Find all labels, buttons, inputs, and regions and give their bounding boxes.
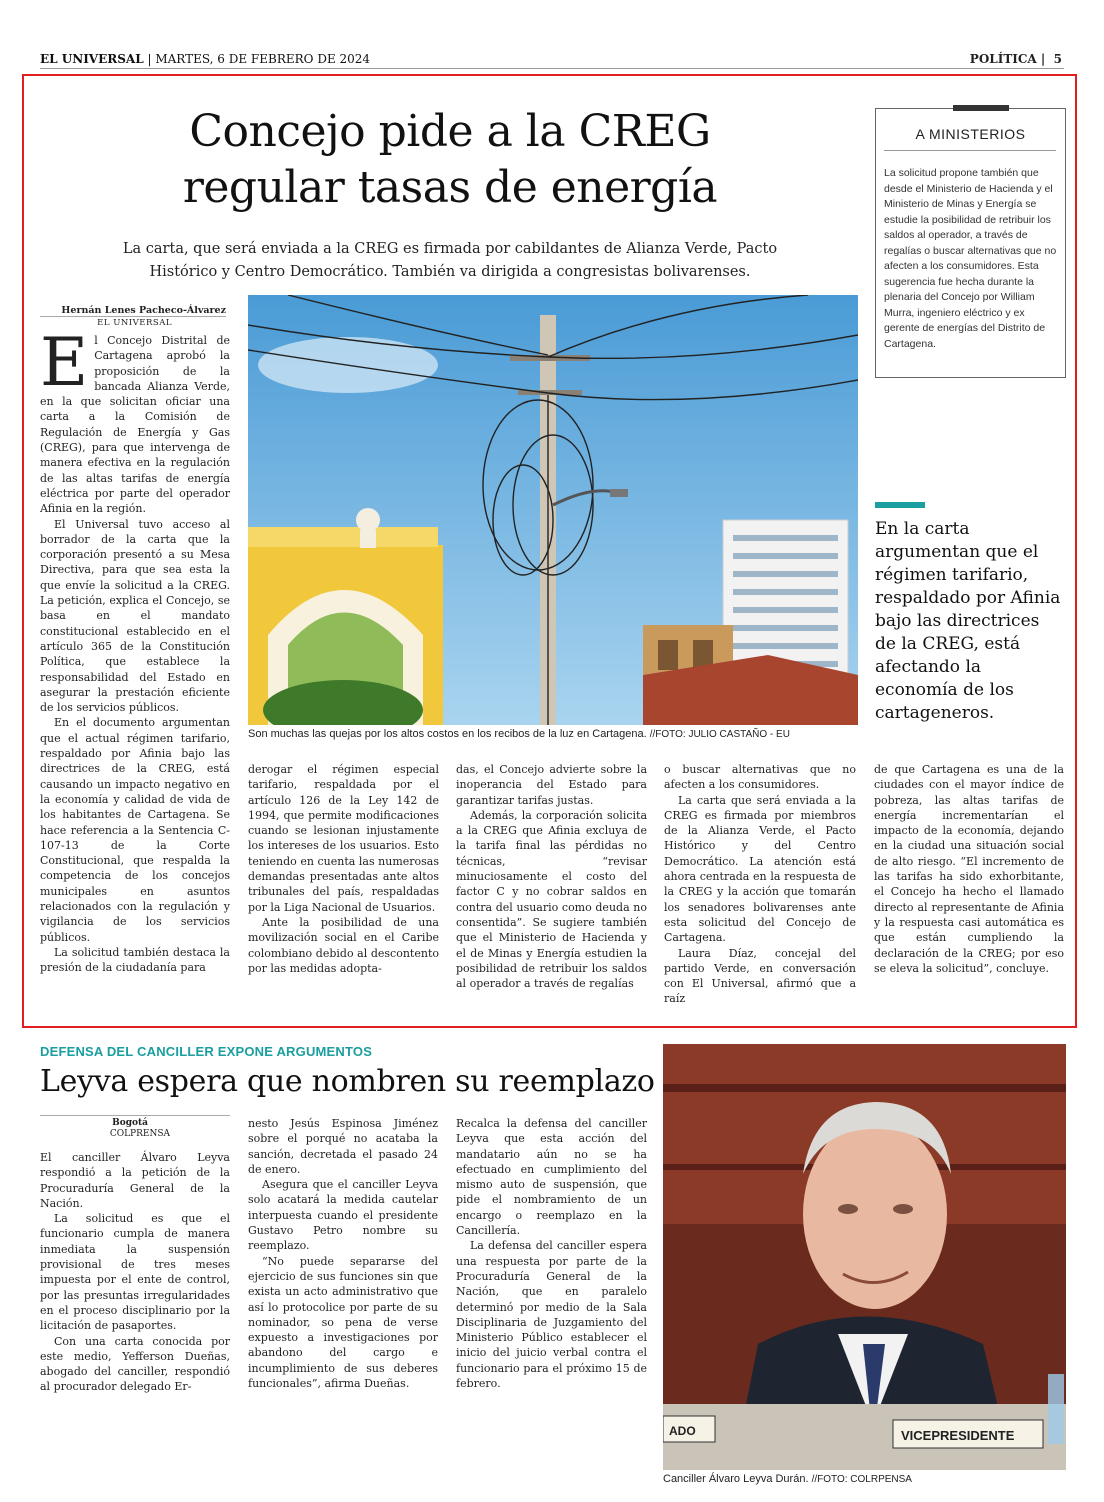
header-rule bbox=[40, 68, 1064, 69]
paragraph: o buscar alternativas que no afecten a los consumidores. bbox=[664, 763, 856, 792]
power-pole-photo bbox=[248, 295, 858, 725]
second-article-col-2 bbox=[248, 1116, 438, 1391]
headline-line-1: Concejo pide a la CREG bbox=[189, 106, 711, 157]
sidebar-top-bar bbox=[953, 105, 1009, 111]
author-name: Hernán Lenes Pacheco-Álvarez bbox=[61, 305, 226, 316]
caption-text: Canciller Álvaro Leyva Durán. bbox=[663, 1473, 809, 1485]
second-article-col-1 bbox=[40, 1150, 230, 1395]
main-article-col-1 bbox=[40, 324, 230, 975]
sidebar-text: La solicitud propone también que desde el Ministerio de Hacienda y el Ministerio de Minas y Energía se estudie la posibilidad de retribuir los saldos al operador, a través de regalías o buscar alternativas que no afecten a los consumidores. Esta sugerencia fue hecha durante la plenaria del Concejo por William Murra, ingeniero eléctrico y ex gerente de energías del Distrito de Cartagena. bbox=[884, 167, 1057, 350]
main-article-col-5 bbox=[874, 762, 1064, 976]
paragraph: En el documento argumentan que el actual régimen tarifario, respaldado por Afinia bajo las directrices de la CREG, está causando un impacto negativo en la economía y calidad de vida de los habitantes de Cartagena. Se hace referencia a la Sentencia C-107-13 de la Corte Constitucional, que respalda la competencia de los concejos municipales en asuntos relacionados con la regulación y vigilancia de los servicios públicos. bbox=[40, 716, 230, 944]
nameplate-left: ADO bbox=[669, 1424, 696, 1438]
paragraph: El canciller Álvaro Leyva respondió a la petición de la Procuraduría General de la Nación. bbox=[40, 1151, 230, 1210]
paragraph: nesto Jesús Espinosa Jiménez sobre el porqué no acataba la sanción, decretada el pasado 24 de enero. bbox=[248, 1117, 438, 1176]
portrait-photo bbox=[663, 1044, 1066, 1470]
nameplate-right: VICEPRESIDENTE bbox=[901, 1428, 1015, 1443]
byline-rule bbox=[40, 316, 226, 317]
page-number: 5 bbox=[1053, 52, 1062, 66]
main-headline bbox=[60, 104, 840, 216]
main-photo bbox=[248, 295, 858, 725]
second-article-col-3 bbox=[456, 1116, 647, 1391]
paragraph: La carta que será enviada a la CREG es firmada por miembros de la Alianza Verde, el Pacto Histórico y del Centro Democrático. La atención está ahora centrada en la respuesta de la CREG y la acción que tomarán los senadores bolivarenses ante esta solicitud del Concejo de Cartagena. bbox=[664, 793, 856, 945]
photo-credit: //FOTO: JULIO CASTAÑO - EU bbox=[649, 729, 790, 740]
paragraph: de que Cartagena es una de la ciudades con el mayor índice de pobreza, las altas tarifas de energía incrementarían el impacto de la economía, dejando en la ciudad una situación social de alto riesgo. “El incremento de las tarifas ha sido exhorbitante, el Concejo ha hecho el llamado directo al representante de Afinia y la respuesta casi automática es que están cumpliendo la declaración de la CREG; por eso se eleva la solicitud”, concluye. bbox=[874, 763, 1064, 975]
paragraph: El Concejo Distrital de Cartagena aprobó la proposición de la bancada Alianza Verde, en la que solicitan oficiar una carta a la Comisión de Regulación de Energía y Gas (CREG), para que intervenga de manera efectiva en la regulación de las altas tarifas de energía eléctrica por parte del operador Afinia en la región. bbox=[40, 324, 230, 516]
paragraph: Laura Díaz, concejal del partido Verde, en conversación con El Universal, afirmó que a raíz bbox=[664, 946, 856, 1006]
paragraph: das, el Concejo advierte sobre la inoperancia del Estado para garantizar tarifas justas. bbox=[456, 763, 647, 807]
deck-line-1: La carta, que será enviada a la CREG es firmada por cabildantes de Alianza Verde, Pacto bbox=[122, 241, 778, 257]
second-article-photo bbox=[663, 1044, 1066, 1470]
main-photo-caption bbox=[248, 728, 858, 740]
sidebar-rule bbox=[884, 150, 1056, 151]
paper-name: EL UNIVERSAL bbox=[40, 52, 144, 66]
second-photo-caption bbox=[663, 1473, 1066, 1485]
deck-line-2: Histórico y Centro Democrático. También va dirigida a congresistas bolivarenses. bbox=[149, 264, 751, 280]
second-article-place: Bogotá bbox=[112, 1118, 148, 1128]
main-article-col-4 bbox=[664, 762, 856, 1007]
caption-text: Son muchas las quejas por los altos costos en los recibos de la luz en Cartagena. bbox=[248, 728, 647, 740]
paragraph: Con una carta conocida por este medio, Yefferson Dueñas, abogado del canciller, respondió al procurador delegado Er- bbox=[40, 1334, 230, 1394]
pull-quote-bar bbox=[875, 502, 925, 508]
second-article-headline: Leyva espera que nombren su reemplazo bbox=[40, 1064, 655, 1099]
paragraph: Además, la corporación solicita a la CREG que Afinia excluya de la tarifa final las pérdidas no técnicas, “revisar minuciosamente el costo del factor C y no cobrar saldos en contra del usuario como deuda no consentida”. Se sugiere también que el Ministerio de Hacienda y el de Minas y Energía estudien la posibilidad de retribuir los saldos al operador a través de regalías bbox=[456, 808, 647, 991]
main-article-col-2 bbox=[248, 762, 439, 976]
second-article-org: COLPRENSA bbox=[109, 1129, 170, 1139]
main-article-col-3 bbox=[456, 762, 647, 991]
paragraph: Asegura que el canciller Leyva solo acatará la medida cautelar interpuesta cuando el presidente Gustavo Petro nombre su reemplazo. bbox=[248, 1178, 438, 1253]
paragraph: El Universal tuvo acceso al borrador de la carta que la corporación presentó a su Mesa Directiva, para que sea esta la que envíe la solicitud a la CREG. La petición, explica el Concejo, se basa en el mandato constitucional establecido en el artículo 365 de la Constitución Política, que establece la responsabilidad del Estado en asegurar la prestación eficiente de los servicios públicos. bbox=[40, 517, 230, 715]
page-header-left: EL UNIVERSAL | MARTES, 6 DE FEBRERO DE 2024 bbox=[40, 52, 371, 66]
drop-cap: E bbox=[40, 324, 89, 401]
edition-date: MARTES, 6 DE FEBRERO DE 2024 bbox=[155, 52, 371, 66]
photo-credit: //FOTO: COLRPENSA bbox=[811, 1474, 912, 1485]
headline-line-2: regular tasas de energía bbox=[182, 162, 718, 213]
author-org: EL UNIVERSAL bbox=[97, 318, 172, 328]
page-header-right: POLÍTICA | 5 bbox=[969, 52, 1062, 66]
deck bbox=[95, 238, 805, 284]
paragraph: La solicitud también destaca la presión de la ciudadanía para bbox=[40, 945, 230, 975]
paragraph: “No puede separarse del ejercicio de sus funciones sin que exista un acto administrativo que así lo protocolice por parte de su nominador, so pena de verse expuesto a investigaciones por abandono del cargo e incumplimiento de sus deberes funcionales”, afirma Dueñas. bbox=[248, 1254, 438, 1391]
second-byline-rule bbox=[40, 1115, 230, 1116]
paragraph: La solicitud es que el funcionario cumpla de manera inmediata la suspensión provisional de tres meses impuesta por el ente de control, por las presuntas irregularidades en el proceso disciplinario por la licitación de pasaportes. bbox=[40, 1212, 230, 1333]
section-name: POLÍTICA bbox=[969, 52, 1037, 66]
second-article-kicker: DEFENSA DEL CANCILLER EXPONE ARGUMENTOS bbox=[40, 1044, 373, 1059]
paragraph: La defensa del canciller espera una respuesta por parte de la Procuraduría General de la Nación, que en paralelo determinó por medio de la Sala Disciplinaria de Juzgamiento del Ministerio Público establecer el inicio del juicio verbal contra el funcionario para el próximo 15 de febrero. bbox=[456, 1239, 647, 1391]
paragraph: derogar el régimen especial tarifario, respaldada por el artículo 126 de la Ley 142 de 1994, que permite modificaciones cuando se lesionan injustamente los intereses de los usuarios. Esto teniendo en cuenta las numerosas demandas presentadas ante altos tribunales del país, respaldadas por la Liga Nacional de Usuarios. bbox=[248, 763, 439, 914]
paragraph: Recalca la defensa del canciller Leyva que esta acción del mandatario aún no se ha efectuado en cumplimiento del mismo auto de suspensión, que pide el nombramiento de un encargo o reemplazo en la Cancillería. bbox=[456, 1117, 647, 1238]
paragraph: Ante la posibilidad de una movilización social en el Caribe colombiano debido al descontento por las medidas adopta- bbox=[248, 915, 439, 975]
pull-quote: En la carta argumentan que el régimen tarifario, respaldado por Afinia bajo las directrices de la CREG, está afectando la economía de los cartageneros. bbox=[875, 519, 1061, 723]
sidebar-title: A MINISTERIOS bbox=[915, 126, 1026, 142]
